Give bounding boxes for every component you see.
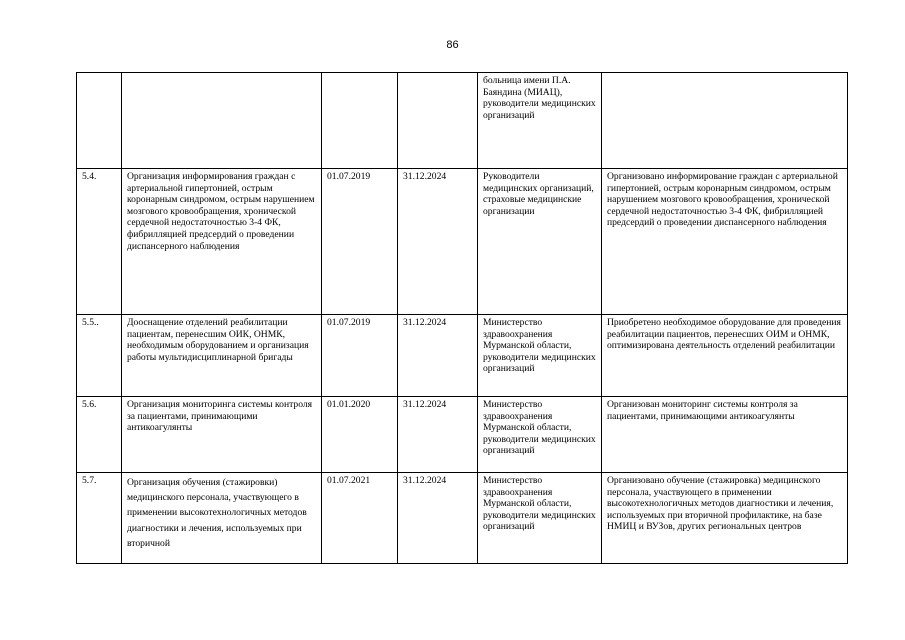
cell-responsible: Руководители медицинских организаций, страховые медицинские организации <box>478 169 602 315</box>
cell-start-date: 01.07.2019 <box>322 315 398 397</box>
cell-number: 5.6. <box>77 397 122 473</box>
cell-event-text: Организация обучения (стажировки) медицинского персонала, участвующего в применении высокотехнологичных методов диагностики и лечения, используемых при вторичной <box>127 477 307 549</box>
cell-responsible: больница имени П.А. Баяндина (МИАЦ), руководители медицинских организаций <box>478 73 602 169</box>
cell-number: 5.4. <box>77 169 122 315</box>
table-row-5-6 <box>77 397 848 473</box>
cell-start-date <box>322 73 398 169</box>
cell-end-date: 31.12.2024 <box>398 397 478 473</box>
table-row-continued <box>77 73 848 169</box>
cell-result: Приобретено необходимое оборудование для проведения реабилитации пациентов, перенесших ОИМ и ОНМК, оптимизирована деятельность отделений реабилитации <box>602 315 848 397</box>
cell-number <box>77 73 122 169</box>
measures-table <box>76 72 848 564</box>
cell-responsible: Министерство здравоохранения Мурманской области, руководители медицинских организаций <box>478 473 602 564</box>
cell-end-date: 31.12.2024 <box>398 473 478 564</box>
cell-result: Организовано обучение (стажировка) медицинского персонала, участвующего в применении высокотехнологичных методов диагностики и лечения, используемых при вторичной профилактике, на базе НМИЦ и ВУЗов, других региональных центров <box>602 473 848 564</box>
cell-number: 5.7. <box>77 473 122 564</box>
page-number: 86 <box>446 39 459 51</box>
cell-event <box>122 73 322 169</box>
cell-end-date: 31.12.2024 <box>398 315 478 397</box>
cell-result <box>602 73 848 169</box>
table-row-5-5 <box>77 315 848 397</box>
cell-number: 5.5.. <box>77 315 122 397</box>
cell-responsible: Министерство здравоохранения Мурманской области, руководители медицинских организаций <box>478 315 602 397</box>
cell-start-date: 01.01.2020 <box>322 397 398 473</box>
cell-result: Организован мониторинг системы контроля за пациентами, принимающими антикоагулянты <box>602 397 848 473</box>
table-row-5-7 <box>77 473 848 564</box>
cell-end-date <box>398 73 478 169</box>
cell-event: Организация мониторинга системы контроля за пациентами, принимающими антикоагулянты <box>122 397 322 473</box>
cell-end-date: 31.12.2024 <box>398 169 478 315</box>
cell-event: Организация информирования граждан с артериальной гипертонией, острым коронарным синдромом, острым нарушением мозгового кровообращения, хронической сердечной недостаточностью 3-4 ФК, фибрилляцией предсердий о проведении диспансерного наблюдения <box>122 169 322 315</box>
cell-event: Дооснащение отделений реабилитации пациентам, перенесшим ОИК, ОНМК, необходимым оборудованием и организация работы мультидисциплинарной бригады <box>122 315 322 397</box>
cell-start-date: 01.07.2021 <box>322 473 398 564</box>
table-row-5-4 <box>77 169 848 315</box>
cell-result: Организовано информирование граждан с артериальной гипертонией, острым коронарным синдромом, острым нарушением мозгового кровообращения, хронической сердечной недостаточностью 3-4 ФК, фибрилляцией предсердий о проведении диспансерного наблюдения <box>602 169 848 315</box>
cell-start-date: 01.07.2019 <box>322 169 398 315</box>
cell-responsible: Министерство здравоохранения Мурманской области, руководители медицинских организаций <box>478 397 602 473</box>
cell-event <box>122 473 322 564</box>
